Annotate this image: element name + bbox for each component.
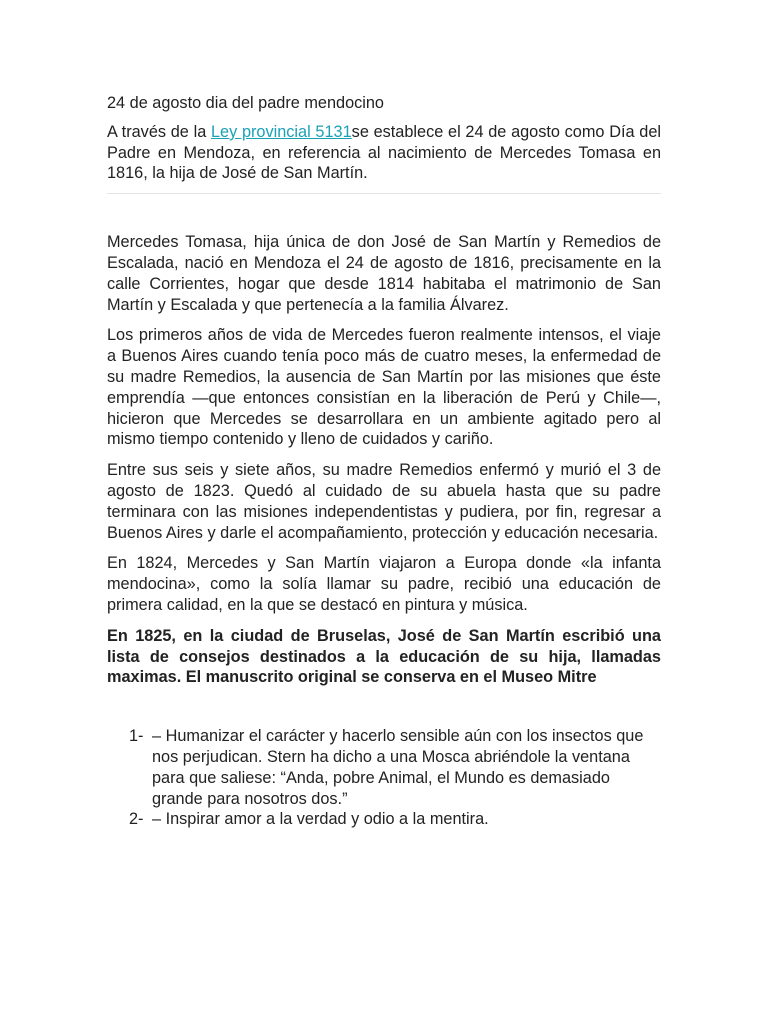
maxims-list: [107, 726, 661, 830]
document-title: 24 de agosto dia del padre mendocino: [107, 94, 384, 112]
intro-text-before: A través de la: [107, 122, 211, 141]
paragraph-europe: En 1824, Mercedes y San Martín viajaron a Europa donde «la infanta mendocina», como la solía llamar su padre, recibió una educación de primera calidad, en la que se destacó en pintura y música.: [107, 554, 661, 614]
paragraph-maximas-intro: En 1825, en la ciudad de Bruselas, José de San Martín escribió una lista de consejos destinados a la educación de su hija, llamadas maximas. El manuscrito original se conserva en el Museo Mitre: [107, 626, 661, 687]
list-item-number: 2-: [129, 810, 144, 829]
section-divider: [107, 193, 661, 194]
paragraph-mother-death: Entre sus seis y siete años, su madre Remedios enfermó y murió el 3 de agosto de 1823. Quedó al cuidado de su abuela hasta que su padre terminara con las misiones independentistas y pudiera, por fin, regresar a Buenos Aires y darle el acompañamiento, protección y educación necesaria.: [107, 461, 661, 542]
paragraph-birth: Mercedes Tomasa, hija única de don José de San Martín y Remedios de Escalada, nació en Mendoza el 24 de agosto de 1816, precisamente en la calle Corrientes, hogar que desde 1814 habitaba el matrimonio de San Martín y Escalada y que pertenecía a la familia Álvarez.: [107, 233, 661, 314]
paragraph-early-years: Los primeros años de vida de Mercedes fueron realmente intensos, el viaje a Buenos Aires cuando tenía poco más de cuatro meses, la enfermedad de su madre Remedios, la ausencia de San Martín por las misiones que éste emprendía —que entonces consistían en la liberación de Perú y Chile—, hicieron que Mercedes se desarrollara en un ambiente agitado pero al mismo tiempo contenido y lleno de cuidados y cariño.: [107, 326, 661, 449]
list-item-text: – Humanizar el carácter y hacerlo sensible aún con los insectos que nos perjudican. Stern ha dicho a una Mosca abriéndole la ventana para que saliese: “Anda, pobre Animal, el Mundo es demasiado grande para nosotros dos.”: [152, 727, 644, 808]
list-item: [107, 809, 661, 830]
list-item-text: – Inspirar amor a la verdad y odio a la mentira.: [152, 810, 489, 829]
intro-paragraph: [107, 122, 661, 184]
document-body: [107, 93, 661, 830]
list-item-number: 1-: [129, 727, 144, 746]
intro-text-after: se establece el 24 de agosto como Día del Padre en Mendoza, en referencia al nacimiento de Mercedes Tomasa en 1816, la hija de José de San Martín.: [107, 122, 661, 183]
law-link[interactable]: Ley provincial 5131: [210, 122, 352, 141]
list-item: [107, 726, 661, 809]
